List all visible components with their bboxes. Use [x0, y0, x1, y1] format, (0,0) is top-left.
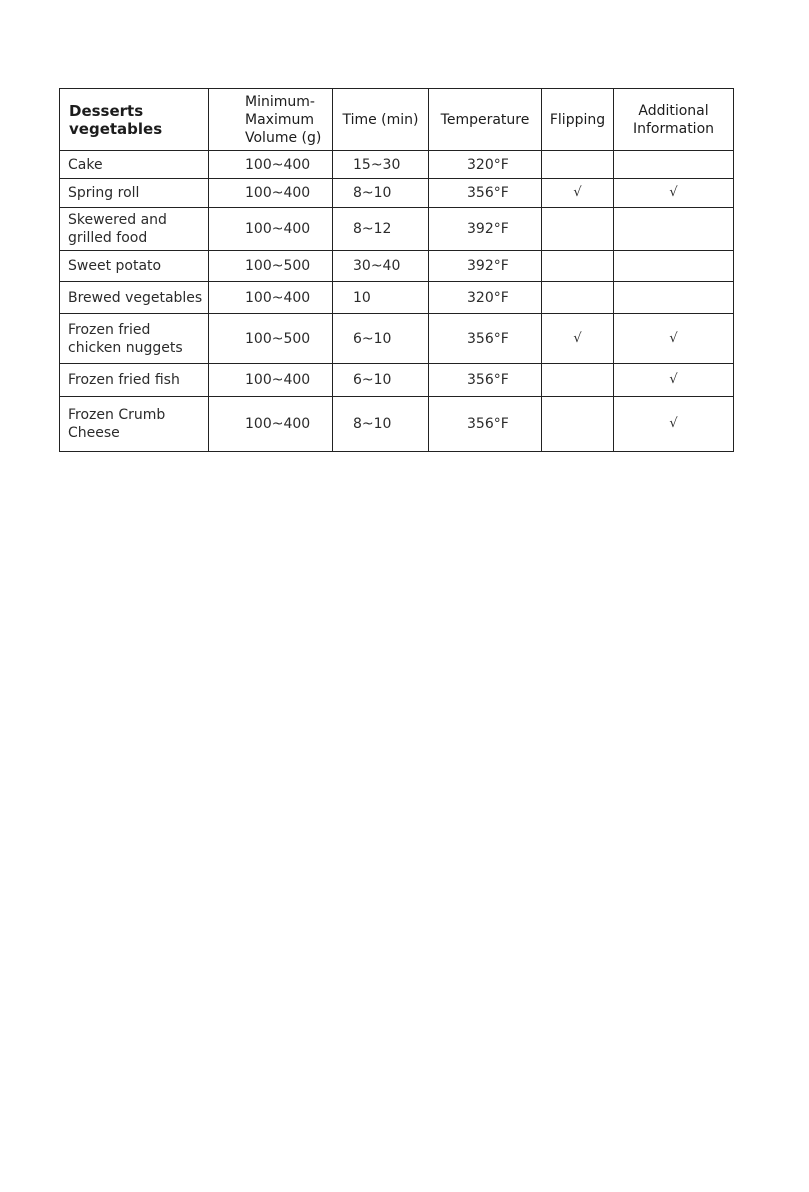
time-cell: 6~10 [333, 364, 429, 397]
info-cell [614, 151, 734, 179]
time-cell: 30~40 [333, 251, 429, 282]
time-cell: 8~10 [333, 179, 429, 208]
info-check-icon: √ [614, 397, 734, 452]
header-additional-info: Additional Information [614, 89, 734, 151]
volume-cell: 100~500 [209, 251, 333, 282]
info-cell [614, 251, 734, 282]
food-cell: Frozen fried fish [60, 364, 209, 397]
time-cell: 10 [333, 282, 429, 314]
info-check-icon: √ [614, 179, 734, 208]
flipping-cell [542, 251, 614, 282]
volume-cell: 100~400 [209, 208, 333, 251]
info-check-icon: √ [614, 314, 734, 364]
food-cell: Spring roll [60, 179, 209, 208]
header-time: Time (min) [333, 89, 429, 151]
table-row [60, 397, 734, 452]
volume-cell: 100~500 [209, 314, 333, 364]
header-temperature: Temperature [429, 89, 542, 151]
temperature-cell: 356°F [429, 179, 542, 208]
volume-cell: 100~400 [209, 364, 333, 397]
temperature-cell: 320°F [429, 151, 542, 179]
food-cell: Brewed vegetables [60, 282, 209, 314]
food-cell: Skewered and grilled food [60, 208, 209, 251]
info-cell [614, 282, 734, 314]
table-row [60, 208, 734, 251]
flipping-cell [542, 397, 614, 452]
temperature-cell: 320°F [429, 282, 542, 314]
time-cell: 15~30 [333, 151, 429, 179]
cooking-guide-table [59, 88, 734, 452]
header-food: Desserts vegetables [60, 89, 209, 151]
flipping-cell [542, 364, 614, 397]
flipping-check-icon: √ [542, 314, 614, 364]
temperature-cell: 356°F [429, 397, 542, 452]
info-cell [614, 208, 734, 251]
header-flipping: Flipping [542, 89, 614, 151]
table-row [60, 179, 734, 208]
table-row [60, 364, 734, 397]
time-cell: 8~12 [333, 208, 429, 251]
food-cell: Sweet potato [60, 251, 209, 282]
flipping-cell [542, 208, 614, 251]
table-row [60, 282, 734, 314]
time-cell: 6~10 [333, 314, 429, 364]
table-row [60, 251, 734, 282]
table-row [60, 314, 734, 364]
flipping-cell [542, 282, 614, 314]
volume-cell: 100~400 [209, 179, 333, 208]
header-volume: Minimum- Maximum Volume (g) [209, 89, 333, 151]
food-cell: Frozen fried chicken nuggets [60, 314, 209, 364]
volume-cell: 100~400 [209, 282, 333, 314]
flipping-cell [542, 151, 614, 179]
flipping-check-icon: √ [542, 179, 614, 208]
food-cell: Frozen Crumb Cheese [60, 397, 209, 452]
table-row [60, 151, 734, 179]
volume-cell: 100~400 [209, 151, 333, 179]
temperature-cell: 392°F [429, 208, 542, 251]
temperature-cell: 392°F [429, 251, 542, 282]
volume-cell: 100~400 [209, 397, 333, 452]
time-cell: 8~10 [333, 397, 429, 452]
table-header-row [60, 89, 734, 151]
info-check-icon: √ [614, 364, 734, 397]
temperature-cell: 356°F [429, 364, 542, 397]
food-cell: Cake [60, 151, 209, 179]
temperature-cell: 356°F [429, 314, 542, 364]
